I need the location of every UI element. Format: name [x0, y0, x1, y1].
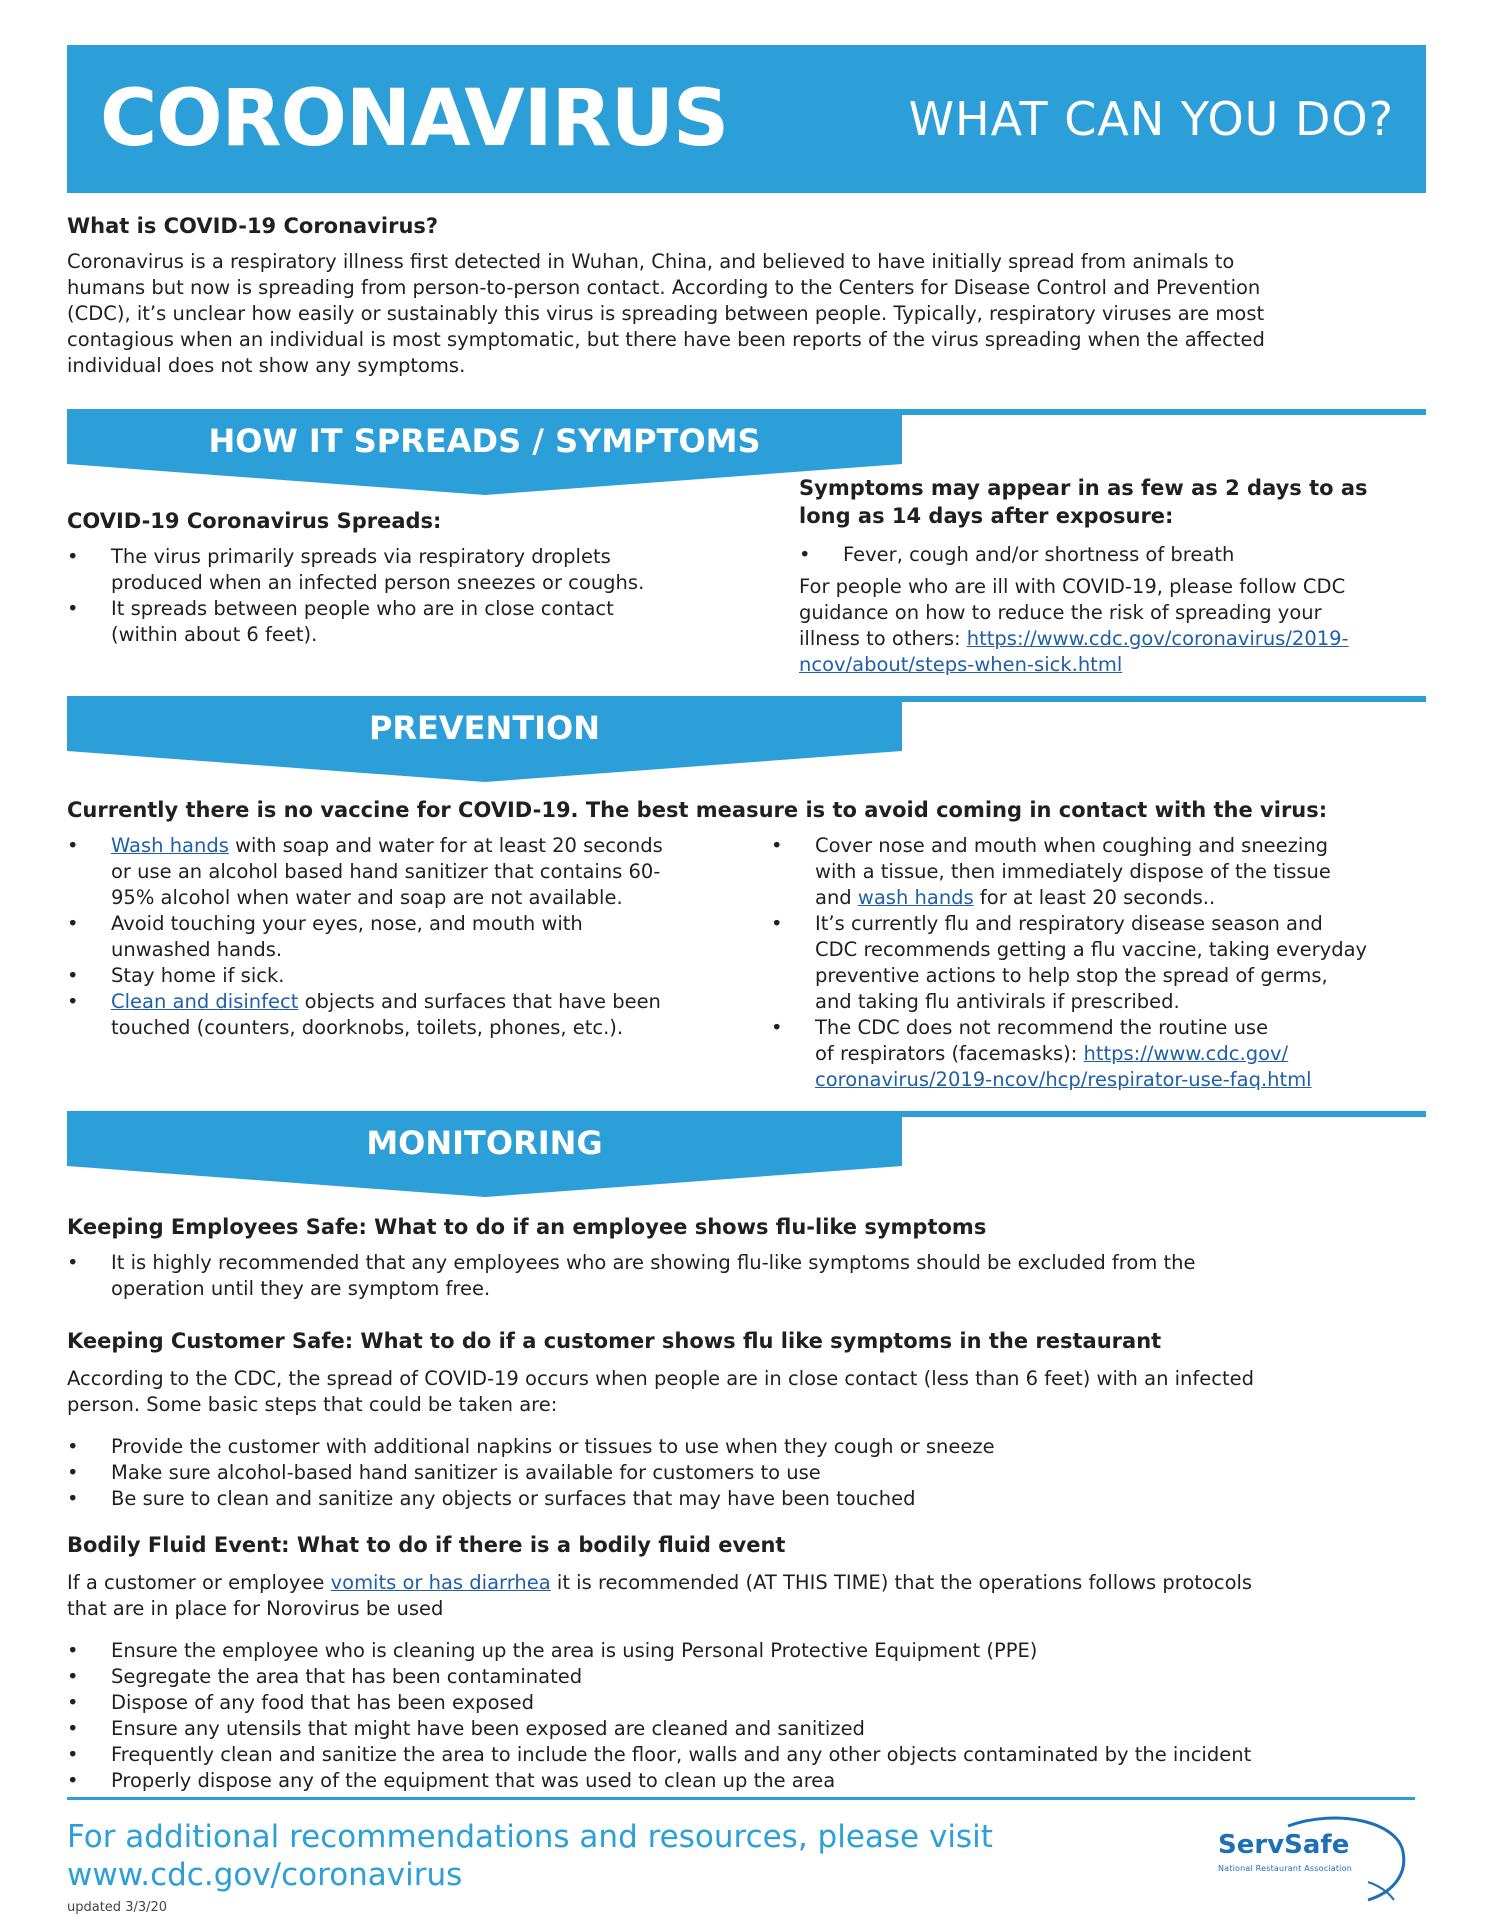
intro-line: individual does not show any symptoms.: [67, 354, 466, 377]
symptoms-heading: Symptoms may appear in as few as 2 days to as long as 14 days after exposure:: [799, 476, 1368, 528]
intro-line: humans but now is spreading from person-to-person contact. According to the Centers for Disease Control and Prevention: [67, 276, 1261, 299]
prevention-list-left: [67, 833, 757, 1041]
employee-list: [67, 1250, 1427, 1302]
section-title: PREVENTION: [368, 709, 601, 747]
section-title: MONITORING: [366, 1124, 603, 1162]
logo-tagline: National Restaurant Association: [1218, 1864, 1352, 1873]
list-item: • Frequently clean and sanitize the area to include the floor, walls and any other objects contaminated by the incident: [67, 1742, 1427, 1768]
list-item: • Fever, cough and/or shortness of breath: [799, 542, 1419, 568]
list-item: • Cover nose and mouth when coughing and sneezing with a tissue, then immediately dispose of the tissue and wash hands for at least 20 seconds..: [771, 833, 1431, 911]
list-item: • Stay home if sick.: [67, 963, 757, 989]
cdc-website-link[interactable]: www.cdc.gov/coronavirus: [67, 1857, 463, 1893]
list-item: • Avoid touching your eyes, nose, and mouth with unwashed hands.: [67, 911, 757, 963]
section-banner-spreads: [67, 415, 902, 495]
list-item: • Provide the customer with additional napkins or tissues to use when they cough or sneeze: [67, 1434, 1427, 1460]
list-item: • Properly dispose any of the equipment that was used to clean up the area: [67, 1768, 1427, 1794]
wash-hands-link[interactable]: Wash hands: [111, 834, 229, 857]
list-item: • The virus primarily spreads via respiratory droplets produced when an infected person sneezes or coughs.: [67, 544, 747, 596]
page-title: CORONAVIRUS: [100, 74, 729, 164]
list-item: • Ensure the employee who is cleaning up the area is using Personal Protective Equipment (PPE): [67, 1638, 1427, 1664]
spreads-list: [67, 544, 747, 648]
updated-date: updated 3/3/20: [67, 1900, 168, 1915]
respirator-faq-link-cont[interactable]: coronavirus/2019-ncov/hcp/respirator-use-faq.html: [815, 1068, 1312, 1091]
bodily-fluid-heading: Bodily Fluid Event: What to do if there is a bodily fluid event: [67, 1533, 786, 1557]
list-item: • Dispose of any food that has been exposed: [67, 1690, 1427, 1716]
list-item: • It is highly recommended that any employees who are showing flu-like symptoms should be excluded from the operation until they are symptom free.: [67, 1250, 1427, 1302]
list-item: • Segregate the area that has been contaminated: [67, 1664, 1427, 1690]
servsafe-logo: [1218, 1812, 1418, 1902]
intro-line: (CDC), it’s unclear how easily or sustainably this virus is spreading between people. Typically, respiratory viruses are most: [67, 302, 1265, 325]
bodily-fluid-paragraph: If a customer or employee vomits or has diarrhea it is recommended (AT THIS TIME) that the operations follows protocols that are in place for Norovirus be used: [67, 1571, 1253, 1620]
spreads-heading: COVID-19 Coronavirus Spreads:: [67, 509, 442, 533]
list-item: • Make sure alcohol-based hand sanitizer is available for customers to use: [67, 1460, 1427, 1486]
wash-hands-link-2[interactable]: wash hands: [857, 886, 974, 909]
list-item: • Ensure any utensils that might have been exposed are cleaned and sanitized: [67, 1716, 1427, 1742]
footer-resources: [67, 1818, 993, 1894]
prevention-list-right: [771, 833, 1431, 1093]
intro-line: contagious when an individual is most symptomatic, but there have been reports of the virus spreading when the affected: [67, 328, 1265, 351]
vomit-diarrhea-link[interactable]: vomits or has diarrhea: [330, 1571, 551, 1594]
prevention-heading: Currently there is no vaccine for COVID-19. The best measure is to avoid coming in contact with the virus:: [67, 798, 1328, 822]
section-banner-prevention: [67, 702, 902, 782]
symptoms-guidance: For people who are ill with COVID-19, please follow CDC guidance on how to reduce the risk of spreading your illness to others: https://www.cdc.gov/coronavirus/2019- ncov/about/steps-when-sick.html: [799, 575, 1349, 676]
bodily-fluid-list: [67, 1638, 1427, 1794]
customer-list: [67, 1434, 1427, 1512]
footer-line: For additional recommendations and resources, please visit: [67, 1819, 993, 1855]
list-item: • It spreads between people who are in close contact (within about 6 feet).: [67, 596, 747, 648]
intro-heading: What is COVID-19 Coronavirus?: [67, 214, 439, 238]
list-item: • The CDC does not recommend the routine use of respirators (facemasks): https://www.cdc.gov/ coronavirus/2019-ncov/hcp/respirator-use-faq.html: [771, 1015, 1431, 1093]
logo-name: ServSafe: [1218, 1830, 1350, 1860]
footer-divider: [67, 1797, 1415, 1800]
intro-paragraph: [67, 249, 1427, 379]
list-item: • It’s currently flu and respiratory disease season and CDC recommends getting a flu vaccine, taking everyday preventive actions to help stop the spread of germs, and taking flu antivirals if prescribed.: [771, 911, 1431, 1015]
list-item: • Clean and disinfect objects and surfaces that have been touched (counters, doorknobs, toilets, phones, etc.).: [67, 989, 757, 1041]
section-banner-monitoring: [67, 1117, 902, 1197]
employee-heading: Keeping Employees Safe: What to do if an employee shows flu-like symptoms: [67, 1215, 987, 1239]
cdc-steps-link-cont[interactable]: ncov/about/steps-when-sick.html: [799, 653, 1123, 676]
clean-disinfect-link[interactable]: Clean and disinfect: [111, 990, 299, 1013]
list-item: • Be sure to clean and sanitize any objects or surfaces that may have been touched: [67, 1486, 1427, 1512]
symptoms-list: [799, 542, 1419, 568]
customer-paragraph: According to the CDC, the spread of COVID-19 occurs when people are in close contact (less than 6 feet) with an infected person. Some basic steps that could be taken are:: [67, 1367, 1255, 1416]
list-item: • Wash hands with soap and water for at least 20 seconds or use an alcohol based hand sanitizer that contains 60- 95% alcohol when water and soap are not available.: [67, 833, 757, 911]
section-title: HOW IT SPREADS / SYMPTOMS: [208, 422, 761, 460]
customer-heading: Keeping Customer Safe: What to do if a customer shows flu like symptoms in the restaurant: [67, 1329, 1162, 1353]
title-banner: [67, 45, 1426, 193]
page-subtitle: WHAT CAN YOU DO?: [908, 92, 1394, 146]
cdc-steps-link[interactable]: https://www.cdc.gov/coronavirus/2019-: [966, 627, 1349, 650]
respirator-faq-link[interactable]: https://www.cdc.gov/: [1083, 1042, 1289, 1065]
intro-line: Coronavirus is a respiratory illness first detected in Wuhan, China, and believed to have initially spread from animals to: [67, 250, 1235, 273]
